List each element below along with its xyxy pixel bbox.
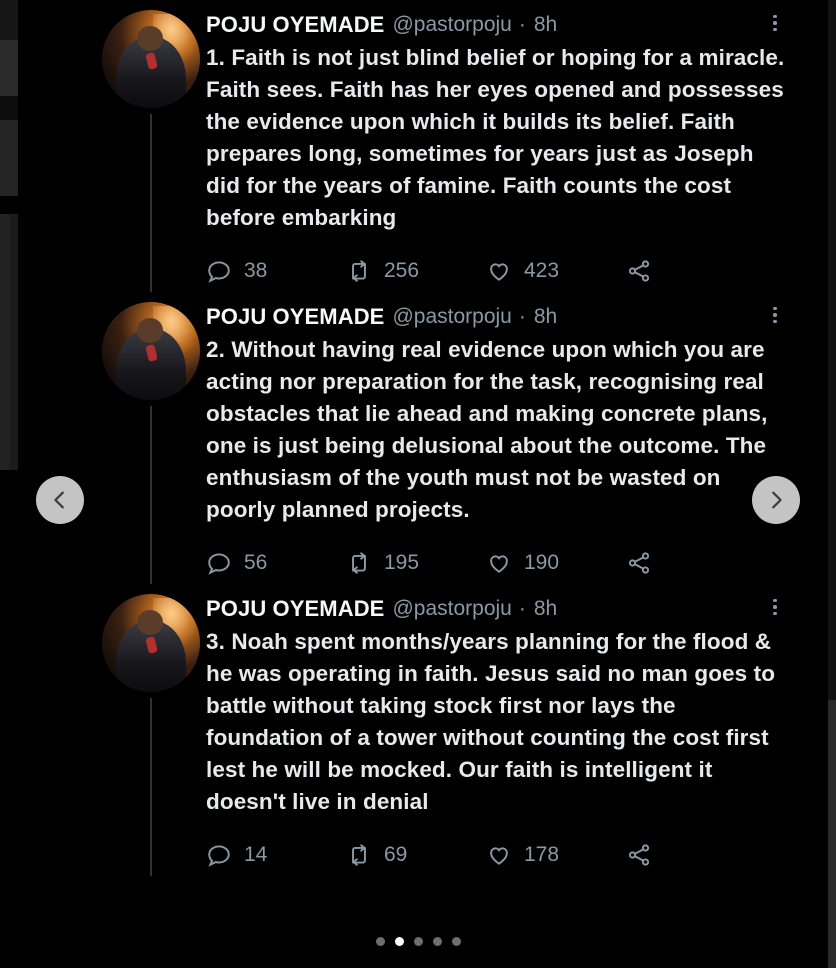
tweet-actions [206,250,788,292]
tweet-actions [206,834,788,876]
carousel-dot[interactable] [395,937,404,946]
tweet-body [206,10,796,292]
reply-count: 14 [244,843,268,866]
avatar[interactable] [102,10,200,108]
retweet-icon [346,842,372,868]
heart-icon [486,550,512,576]
like-button[interactable] [486,842,626,868]
author-name[interactable]: POJU OYEMADE [206,304,385,329]
share-icon [626,842,652,868]
like-count: 178 [524,843,560,866]
avatar-column [96,10,206,292]
left-edge-artifact [0,0,18,968]
share-button[interactable] [626,842,686,868]
more-options-icon[interactable] [762,594,788,620]
reply-icon [206,550,232,576]
like-button[interactable] [486,258,626,284]
reply-button[interactable] [206,258,346,284]
header-separator: · [518,305,526,328]
retweet-button[interactable] [346,550,486,576]
avatar[interactable] [102,594,200,692]
thread-connector-line [150,114,152,292]
retweet-count: 256 [384,259,420,282]
share-button[interactable] [626,550,686,576]
timestamp[interactable]: 8h [533,597,558,620]
reply-count: 38 [244,259,268,282]
timestamp[interactable]: 8h [533,13,558,36]
reply-icon [206,258,232,284]
tweet-card[interactable] [96,0,796,292]
chevron-left-icon [49,489,71,511]
author-name[interactable]: POJU OYEMADE [206,596,385,621]
like-count: 190 [524,551,560,574]
tweet-card[interactable] [96,292,796,584]
retweet-count: 69 [384,843,408,866]
author-name[interactable]: POJU OYEMADE [206,12,385,37]
tweet-body [206,594,796,876]
heart-icon [486,842,512,868]
retweet-button[interactable] [346,258,486,284]
carousel-dot[interactable] [452,937,461,946]
share-icon [626,258,652,284]
tweet-header [206,302,788,332]
carousel-page-indicator [0,937,836,946]
author-handle[interactable]: @pastorpoju [392,305,512,328]
like-button[interactable] [486,550,626,576]
author-handle[interactable]: @pastorpoju [392,597,512,620]
like-count: 423 [524,259,560,282]
right-edge-artifact-lower [828,700,836,968]
avatar-column [96,302,206,584]
tweet-actions [206,542,788,584]
heart-icon [486,258,512,284]
tweet-text: 1. Faith is not just blind belief or hoping for a miracle. Faith sees. Faith has her eyes opened and possesses the evidence upon which it builds its belief. Faith prepares long, sometimes for years just as Joseph did for the years of famine. Faith counts the cost before embarking [206,45,785,230]
carousel-dot[interactable] [433,937,442,946]
tweet-card[interactable] [96,584,796,876]
carousel-dot[interactable] [414,937,423,946]
retweet-button[interactable] [346,842,486,868]
tweet-text: 3. Noah spent months/years planning for the flood & he was operating in faith. Jesus said no man goes to battle without taking stock first nor lays the foundation of a tower without counting the cost first lest he will be mocked. Our faith is intelligent it doesn't live in denial [206,629,776,814]
more-options-icon[interactable] [762,10,788,36]
retweet-count: 195 [384,551,420,574]
tweet-header [206,594,788,624]
tweet-header [206,10,788,40]
right-edge-artifact [828,0,836,700]
chevron-right-icon [765,489,787,511]
avatar-column [96,594,206,876]
timestamp[interactable]: 8h [533,305,558,328]
retweet-icon [346,258,372,284]
carousel-next-button[interactable] [752,476,800,524]
retweet-icon [346,550,372,576]
reply-button[interactable] [206,550,346,576]
tweet-body [206,302,796,584]
share-icon [626,550,652,576]
carousel-prev-button[interactable] [36,476,84,524]
reply-icon [206,842,232,868]
more-options-icon[interactable] [762,302,788,328]
thread-connector-line [150,406,152,584]
tweet-thread [96,0,796,968]
reply-button[interactable] [206,842,346,868]
left-edge-artifact-secondary [0,214,10,470]
avatar[interactable] [102,302,200,400]
reply-count: 56 [244,551,268,574]
tweet-text: 2. Without having real evidence upon which you are acting nor preparation for the task, recognising real obstacles that lie ahead and making concrete plans, one is just being delusional about the outcome. The enthusiasm of the youth must not be wasted on poorly planned projects. [206,337,768,522]
header-separator: · [518,13,526,36]
share-button[interactable] [626,258,686,284]
thread-connector-line [150,698,152,876]
author-handle[interactable]: @pastorpoju [392,13,512,36]
carousel-dot[interactable] [376,937,385,946]
header-separator: · [518,597,526,620]
